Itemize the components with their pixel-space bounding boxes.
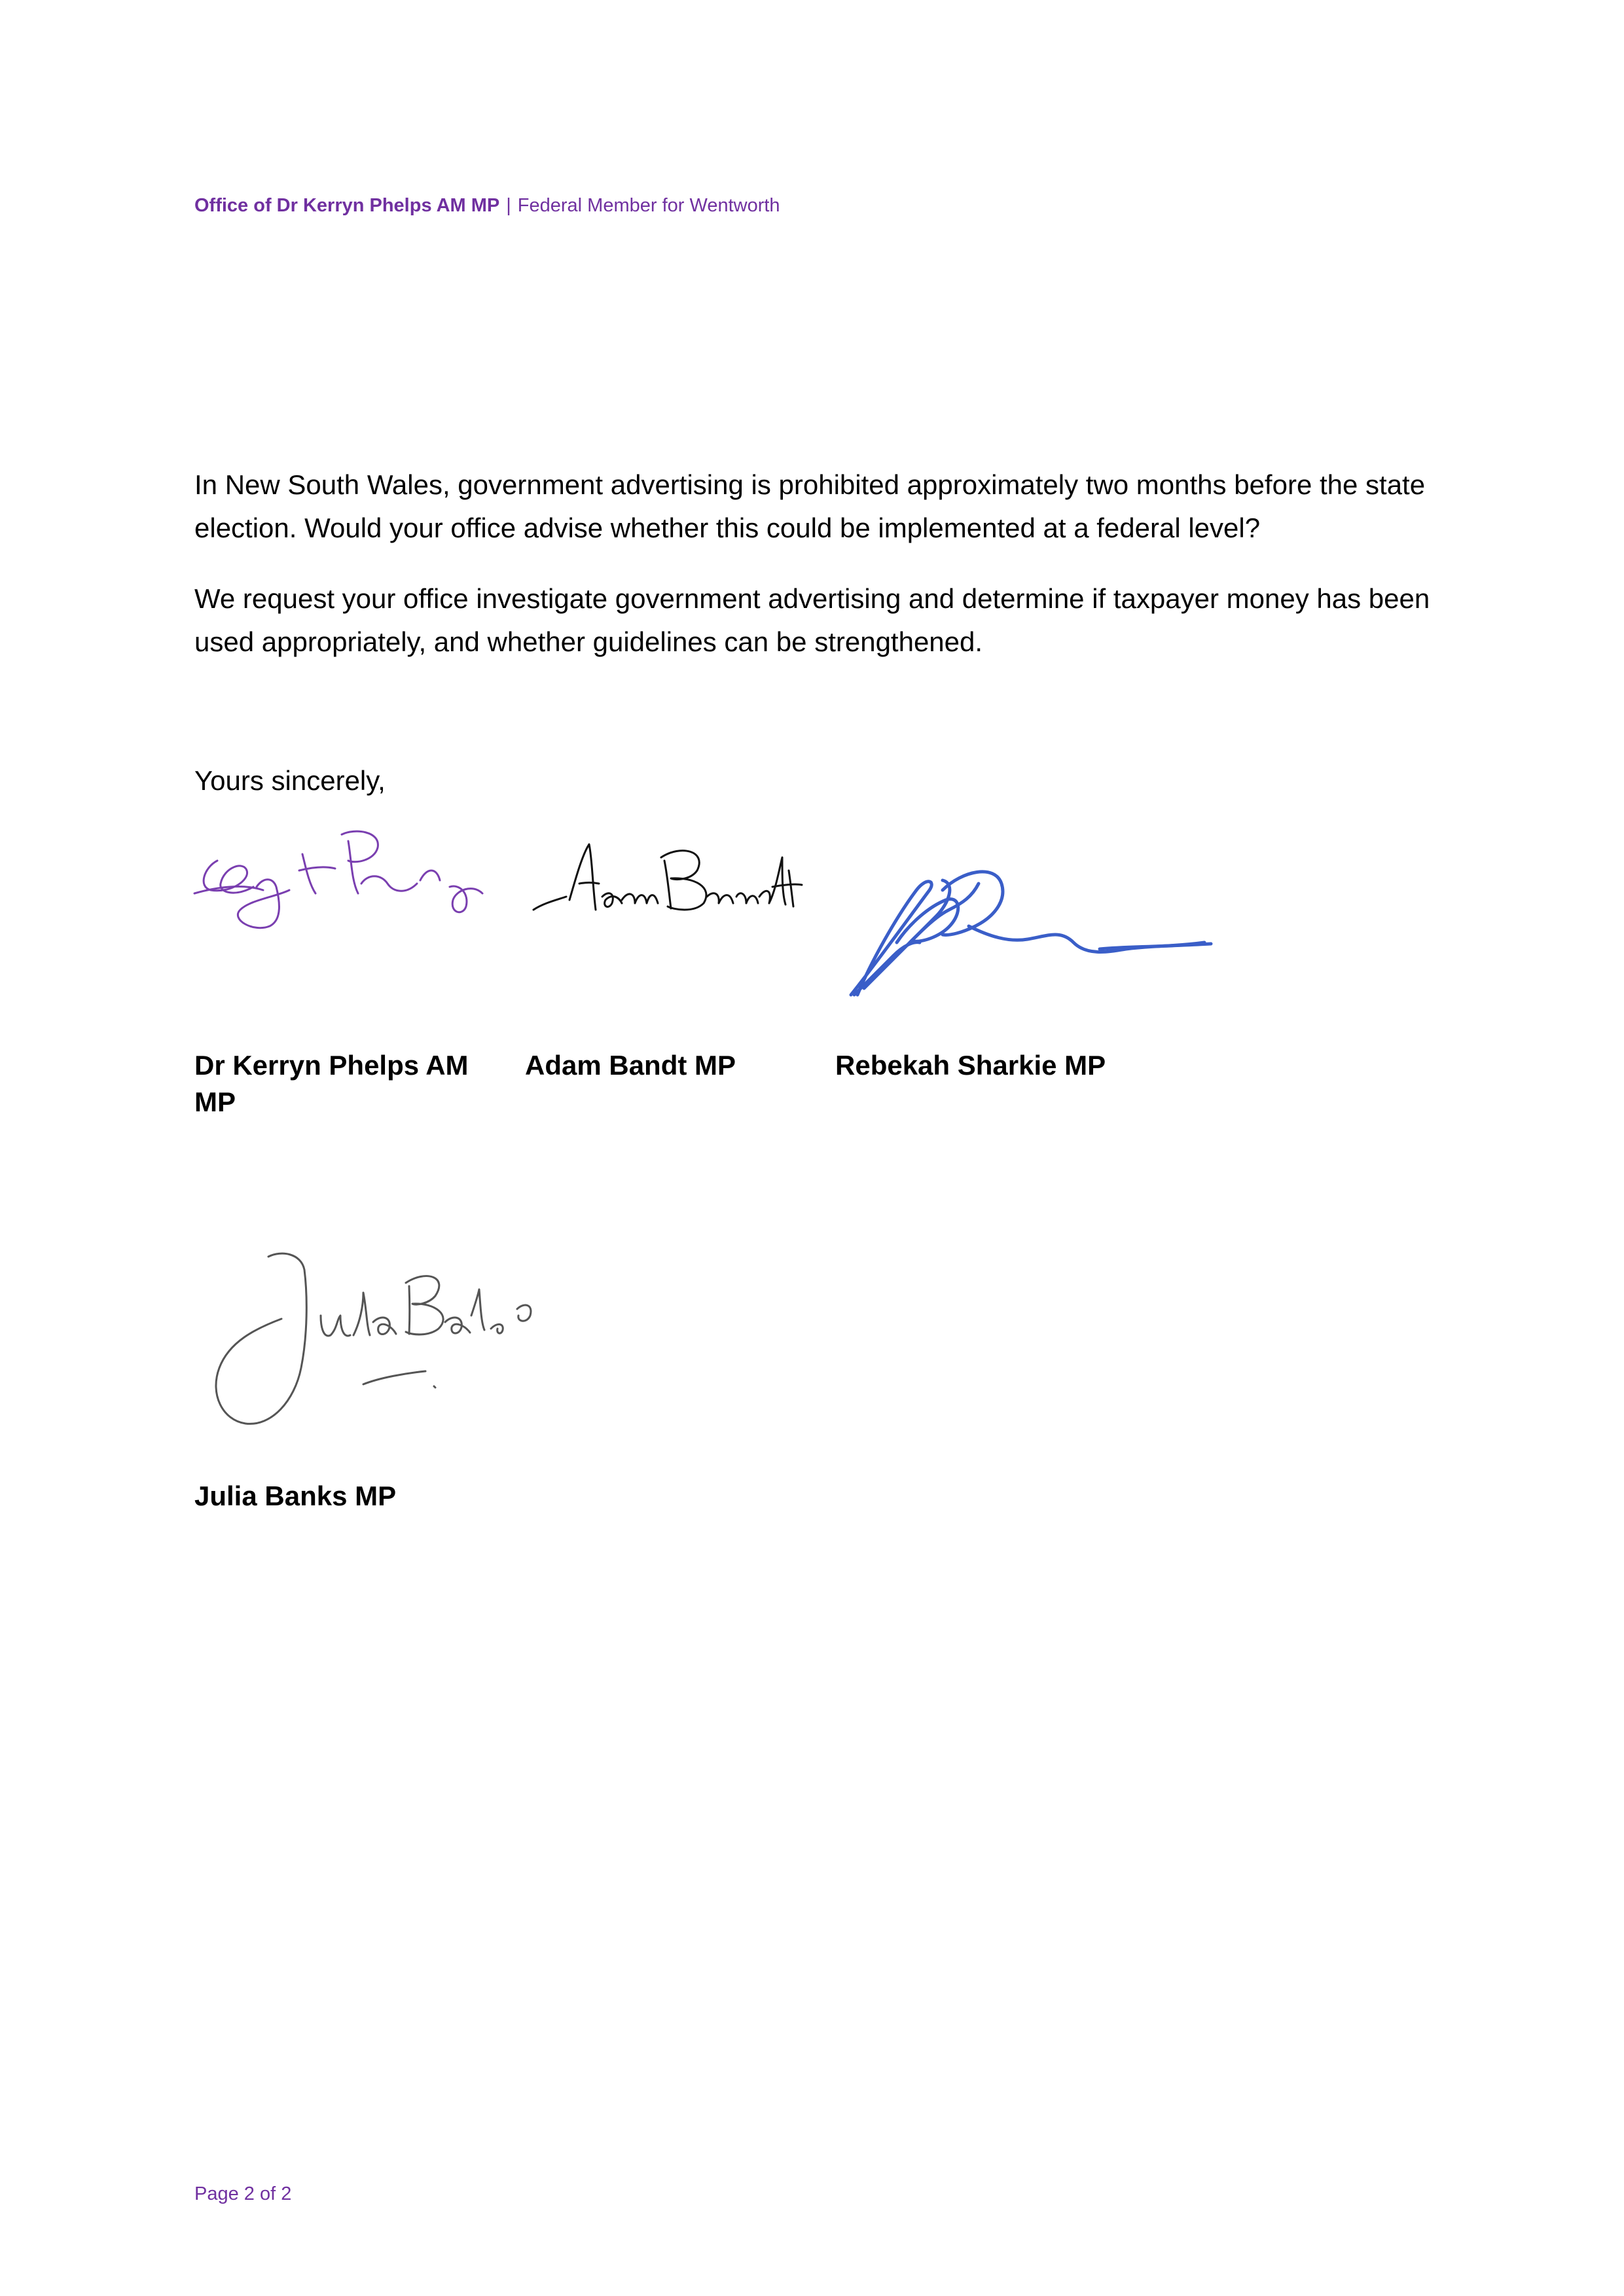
signature-sharkie-image	[838, 844, 1257, 1021]
signatory-name-banks: Julia Banks MP	[194, 1480, 397, 1511]
page-number: Page 2 of 2	[194, 2183, 292, 2204]
signatory-name-bandt: Adam Bandt MP	[525, 1050, 736, 1081]
body-paragraph-1: In New South Wales, government advertising is prohibited approximately two months before the state election. Would your office advise whether this could be implemented at a federal level?	[194, 469, 1426, 543]
signatory-name-sharkie: Rebekah Sharkie MP	[835, 1050, 1106, 1081]
office-subtitle: Federal Member for Wentworth	[517, 195, 780, 216]
signature-banks-image	[209, 1244, 589, 1433]
signature-phelps-image	[191, 821, 499, 936]
header-separator: |	[506, 195, 511, 216]
body-paragraph-2: We request your office investigate government advertising and determine if taxpayer money has been used appropriately, and whether guidelines can be strengthened.	[194, 583, 1430, 657]
signature-bandt-image	[530, 831, 805, 929]
closing-salutation: Yours sincerely,	[194, 765, 386, 796]
office-name: Office of Dr Kerryn Phelps AM MP	[194, 195, 500, 216]
signatory-name-phelps: Dr Kerryn Phelps AM MP	[194, 1050, 469, 1117]
letterhead	[194, 195, 780, 217]
